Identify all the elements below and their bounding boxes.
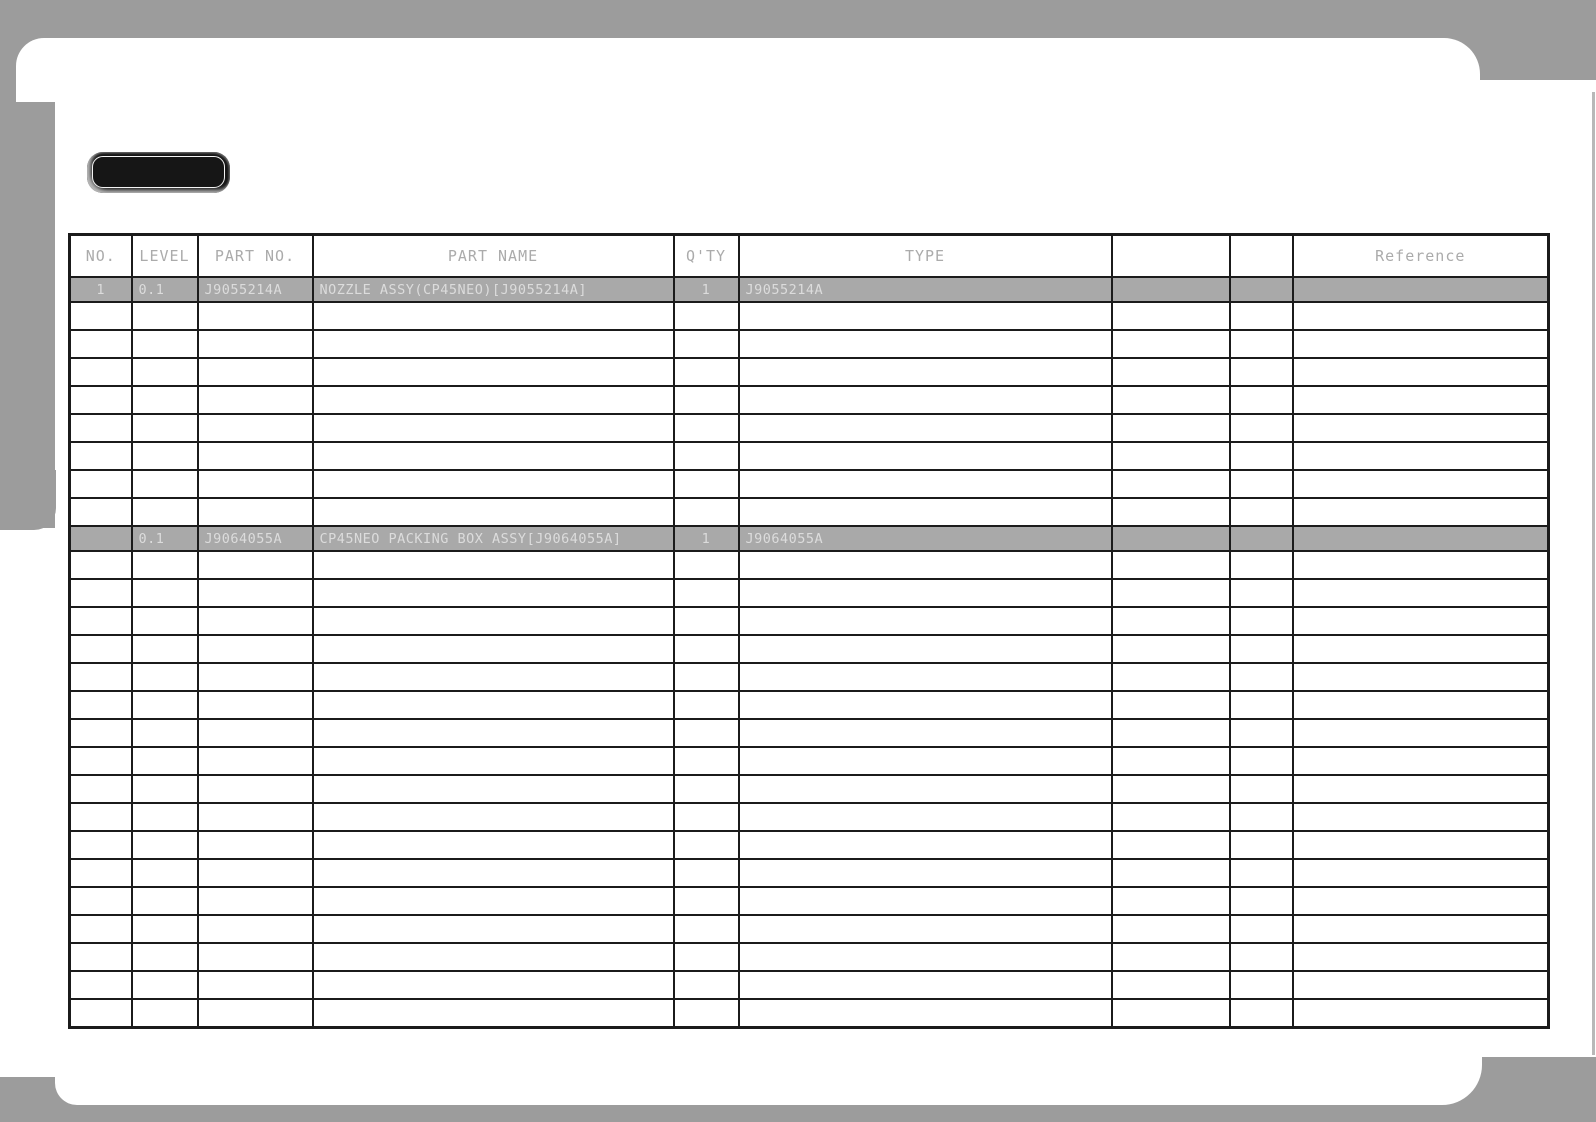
table-cell-part_name <box>313 971 674 999</box>
table-cell-part_no <box>198 579 313 607</box>
table-cell-reference <box>1293 302 1549 330</box>
table-row <box>70 470 1549 498</box>
table-cell-level: 0.1 <box>132 526 198 551</box>
table-cell-reference <box>1293 551 1549 579</box>
table-cell-type <box>739 635 1112 663</box>
table-cell-reference <box>1293 943 1549 971</box>
table-cell-qty: 1 <box>674 526 739 551</box>
table-cell-col8 <box>1230 414 1293 442</box>
table-row <box>70 719 1549 747</box>
table-cell-no <box>70 302 132 330</box>
table-cell-qty <box>674 915 739 943</box>
table-cell-col7 <box>1112 719 1230 747</box>
table-cell-type <box>739 386 1112 414</box>
table-cell-no <box>70 971 132 999</box>
table-cell-level <box>132 635 198 663</box>
table-cell-col8 <box>1230 803 1293 831</box>
table-cell-qty <box>674 831 739 859</box>
table-cell-col8 <box>1230 442 1293 470</box>
table-cell-col8 <box>1230 526 1293 551</box>
table-cell-reference <box>1293 358 1549 386</box>
table-cell-part_name <box>313 859 674 887</box>
table-cell-reference <box>1293 999 1549 1027</box>
table-row <box>70 442 1549 470</box>
table-cell-part_name <box>313 803 674 831</box>
table-cell-col8 <box>1230 358 1293 386</box>
table-row <box>70 302 1549 330</box>
table-cell-type <box>739 747 1112 775</box>
table-row <box>70 691 1549 719</box>
table-cell-reference <box>1293 719 1549 747</box>
table-cell-part_no <box>198 887 313 915</box>
header-cell-col7 <box>1112 235 1230 278</box>
table-cell-type <box>739 971 1112 999</box>
table-cell-part_no <box>198 386 313 414</box>
table-cell-level <box>132 358 198 386</box>
table-cell-part_name <box>313 831 674 859</box>
table-cell-col7 <box>1112 663 1230 691</box>
table-row <box>70 414 1549 442</box>
table-cell-part_name <box>313 607 674 635</box>
table-cell-col7 <box>1112 803 1230 831</box>
table-cell-type: J9064055A <box>739 526 1112 551</box>
table-cell-col8 <box>1230 386 1293 414</box>
table-cell-part_no <box>198 470 313 498</box>
header-cell-level: LEVEL <box>132 235 198 278</box>
table-cell-no <box>70 663 132 691</box>
table-cell-no <box>70 915 132 943</box>
table-cell-no <box>70 579 132 607</box>
table-cell-level <box>132 859 198 887</box>
table-cell-part_name <box>313 999 674 1027</box>
table-cell-part_no <box>198 442 313 470</box>
table-cell-type: J9055214A <box>739 277 1112 302</box>
table-row <box>70 579 1549 607</box>
table-cell-part_name <box>313 579 674 607</box>
table-cell-col7 <box>1112 859 1230 887</box>
table-cell-qty <box>674 607 739 635</box>
table-cell-col8 <box>1230 470 1293 498</box>
table-cell-type <box>739 887 1112 915</box>
table-cell-col8 <box>1230 330 1293 358</box>
table-row <box>70 747 1549 775</box>
table-cell-type <box>739 775 1112 803</box>
table-cell-col8 <box>1230 831 1293 859</box>
table-cell-no <box>70 414 132 442</box>
table-cell-no <box>70 330 132 358</box>
table-cell-part_name <box>313 358 674 386</box>
table-cell-no <box>70 999 132 1027</box>
table-cell-part_no <box>198 551 313 579</box>
table-cell-part_name: CP45NEO PACKING BOX ASSY[J9064055A] <box>313 526 674 551</box>
header-cell-part_name: PART NAME <box>313 235 674 278</box>
parts-table-header <box>70 235 1549 278</box>
table-cell-part_no <box>198 691 313 719</box>
table-cell-col7 <box>1112 691 1230 719</box>
table-cell-qty <box>674 442 739 470</box>
table-cell-col8 <box>1230 943 1293 971</box>
table-cell-type <box>739 859 1112 887</box>
table-cell-no <box>70 358 132 386</box>
table-cell-part_no <box>198 831 313 859</box>
table-cell-col8 <box>1230 498 1293 526</box>
table-cell-part_no <box>198 971 313 999</box>
table-cell-no <box>70 526 132 551</box>
table-cell-part_name <box>313 691 674 719</box>
table-cell-reference <box>1293 442 1549 470</box>
table-cell-part_name <box>313 943 674 971</box>
table-cell-col7 <box>1112 831 1230 859</box>
table-cell-part_no <box>198 719 313 747</box>
table-cell-col7 <box>1112 999 1230 1027</box>
table-cell-type <box>739 803 1112 831</box>
table-cell-col7 <box>1112 470 1230 498</box>
table-row <box>70 635 1549 663</box>
table-cell-part_name <box>313 470 674 498</box>
table-cell-qty <box>674 859 739 887</box>
table-cell-col7 <box>1112 526 1230 551</box>
table-cell-level <box>132 498 198 526</box>
table-cell-reference <box>1293 915 1549 943</box>
table-cell-part_no <box>198 498 313 526</box>
table-cell-part_name <box>313 747 674 775</box>
table-cell-part_no <box>198 999 313 1027</box>
table-cell-qty <box>674 635 739 663</box>
table-cell-level <box>132 470 198 498</box>
table-cell-level <box>132 551 198 579</box>
table-cell-type <box>739 302 1112 330</box>
table-cell-qty <box>674 330 739 358</box>
table-cell-reference <box>1293 971 1549 999</box>
table-cell-part_name <box>313 915 674 943</box>
table-cell-type <box>739 999 1112 1027</box>
table-cell-reference <box>1293 498 1549 526</box>
table-cell-no <box>70 887 132 915</box>
table-row <box>70 943 1549 971</box>
table-cell-col7 <box>1112 386 1230 414</box>
left-gray-strip-corner <box>0 470 56 530</box>
table-cell-type <box>739 470 1112 498</box>
table-cell-no <box>70 943 132 971</box>
table-cell-reference <box>1293 277 1549 302</box>
table-cell-qty <box>674 887 739 915</box>
table-cell-no <box>70 719 132 747</box>
table-cell-qty <box>674 747 739 775</box>
table-cell-type <box>739 719 1112 747</box>
table-cell-col7 <box>1112 330 1230 358</box>
table-cell-reference <box>1293 887 1549 915</box>
table-cell-reference <box>1293 470 1549 498</box>
table-cell-no <box>70 498 132 526</box>
table-cell-level <box>132 803 198 831</box>
table-cell-level <box>132 971 198 999</box>
table-cell-type <box>739 414 1112 442</box>
table-row <box>70 859 1549 887</box>
table-cell-no: 1 <box>70 277 132 302</box>
table-cell-part_name <box>313 442 674 470</box>
table-cell-col7 <box>1112 635 1230 663</box>
table-cell-qty <box>674 414 739 442</box>
table-cell-part_no <box>198 747 313 775</box>
table-cell-reference <box>1293 663 1549 691</box>
table-cell-col7 <box>1112 747 1230 775</box>
table-cell-part_no: J9055214A <box>198 277 313 302</box>
section-badge <box>87 152 230 193</box>
table-cell-qty <box>674 803 739 831</box>
table-cell-part_no <box>198 635 313 663</box>
parts-table-body <box>70 277 1549 1027</box>
table-cell-qty <box>674 358 739 386</box>
table-cell-type <box>739 663 1112 691</box>
table-cell-level <box>132 943 198 971</box>
table-cell-type <box>739 358 1112 386</box>
table-cell-col7 <box>1112 915 1230 943</box>
table-cell-reference <box>1293 775 1549 803</box>
table-cell-qty <box>674 971 739 999</box>
table-cell-col7 <box>1112 887 1230 915</box>
table-cell-no <box>70 831 132 859</box>
table-cell-level <box>132 747 198 775</box>
table-cell-no <box>70 747 132 775</box>
table-cell-type <box>739 498 1112 526</box>
table-cell-qty <box>674 386 739 414</box>
table-cell-level <box>132 831 198 859</box>
table-cell-col8 <box>1230 635 1293 663</box>
table-cell-col8 <box>1230 719 1293 747</box>
table-cell-qty <box>674 551 739 579</box>
table-cell-reference <box>1293 414 1549 442</box>
table-cell-level <box>132 414 198 442</box>
table-cell-no <box>70 859 132 887</box>
table-row <box>70 663 1549 691</box>
table-row <box>70 915 1549 943</box>
header-cell-qty: Q'TY <box>674 235 739 278</box>
table-cell-col7 <box>1112 579 1230 607</box>
table-row <box>70 526 1549 551</box>
table-row <box>70 358 1549 386</box>
table-cell-no <box>70 691 132 719</box>
table-row <box>70 277 1549 302</box>
table-cell-col7 <box>1112 498 1230 526</box>
table-cell-reference <box>1293 803 1549 831</box>
table-cell-type <box>739 691 1112 719</box>
table-cell-col8 <box>1230 607 1293 635</box>
table-cell-type <box>739 442 1112 470</box>
parts-table-grid <box>68 233 1550 1029</box>
table-cell-col8 <box>1230 999 1293 1027</box>
table-cell-qty <box>674 470 739 498</box>
table-cell-part_no <box>198 803 313 831</box>
table-cell-part_no <box>198 859 313 887</box>
table-cell-type <box>739 330 1112 358</box>
table-cell-part_no <box>198 330 313 358</box>
table-cell-level <box>132 302 198 330</box>
table-cell-qty: 1 <box>674 277 739 302</box>
table-cell-part_no <box>198 607 313 635</box>
table-cell-col8 <box>1230 915 1293 943</box>
table-cell-qty <box>674 498 739 526</box>
section-badge-ring <box>92 156 225 188</box>
table-cell-col7 <box>1112 277 1230 302</box>
table-cell-part_name <box>313 663 674 691</box>
table-cell-qty <box>674 663 739 691</box>
table-cell-col8 <box>1230 277 1293 302</box>
table-cell-level <box>132 663 198 691</box>
table-row <box>70 803 1549 831</box>
table-row <box>70 999 1549 1027</box>
table-cell-part_name <box>313 719 674 747</box>
table-cell-qty <box>674 999 739 1027</box>
table-row <box>70 607 1549 635</box>
table-cell-level <box>132 999 198 1027</box>
table-row <box>70 551 1549 579</box>
table-cell-col7 <box>1112 442 1230 470</box>
header-cell-no: NO. <box>70 235 132 278</box>
table-cell-no <box>70 607 132 635</box>
table-cell-col8 <box>1230 887 1293 915</box>
table-cell-col8 <box>1230 775 1293 803</box>
table-cell-col7 <box>1112 302 1230 330</box>
table-cell-level <box>132 386 198 414</box>
table-cell-reference <box>1293 579 1549 607</box>
table-row <box>70 775 1549 803</box>
table-cell-col8 <box>1230 747 1293 775</box>
table-cell-col8 <box>1230 663 1293 691</box>
table-row <box>70 386 1549 414</box>
table-cell-reference <box>1293 691 1549 719</box>
table-cell-part_name <box>313 775 674 803</box>
table-cell-part_no <box>198 915 313 943</box>
table-cell-reference <box>1293 607 1549 635</box>
table-cell-part_name <box>313 635 674 663</box>
table-cell-level <box>132 330 198 358</box>
table-cell-col8 <box>1230 551 1293 579</box>
page-edge-shadow <box>1592 92 1595 1055</box>
table-cell-reference <box>1293 635 1549 663</box>
table-cell-part_no <box>198 414 313 442</box>
table-cell-part_no <box>198 775 313 803</box>
table-cell-part_name <box>313 551 674 579</box>
table-cell-part_no <box>198 663 313 691</box>
table-cell-level <box>132 775 198 803</box>
table-cell-col8 <box>1230 302 1293 330</box>
table-row <box>70 831 1549 859</box>
table-cell-type <box>739 943 1112 971</box>
header-cell-part_no: PART NO. <box>198 235 313 278</box>
table-cell-col8 <box>1230 859 1293 887</box>
table-cell-no <box>70 551 132 579</box>
table-cell-level <box>132 887 198 915</box>
table-cell-part_name: NOZZLE ASSY(CP45NEO)[J9055214A] <box>313 277 674 302</box>
table-cell-reference <box>1293 526 1549 551</box>
header-row <box>70 235 1549 278</box>
table-cell-qty <box>674 775 739 803</box>
table-cell-part_name <box>313 498 674 526</box>
table-cell-part_no <box>198 358 313 386</box>
table-row <box>70 971 1549 999</box>
table-cell-qty <box>674 579 739 607</box>
table-cell-part_name <box>313 386 674 414</box>
parts-table <box>68 233 1550 1029</box>
table-cell-type <box>739 551 1112 579</box>
header-cell-col8 <box>1230 235 1293 278</box>
table-cell-col8 <box>1230 579 1293 607</box>
table-cell-qty <box>674 719 739 747</box>
table-cell-col8 <box>1230 691 1293 719</box>
table-cell-reference <box>1293 330 1549 358</box>
table-cell-level <box>132 442 198 470</box>
table-cell-level <box>132 719 198 747</box>
table-cell-level: 0.1 <box>132 277 198 302</box>
table-cell-part_no <box>198 943 313 971</box>
header-cell-type: TYPE <box>739 235 1112 278</box>
table-row <box>70 330 1549 358</box>
table-row <box>70 498 1549 526</box>
table-cell-qty <box>674 691 739 719</box>
table-cell-part_name <box>313 887 674 915</box>
table-cell-no <box>70 775 132 803</box>
table-cell-reference <box>1293 831 1549 859</box>
table-cell-col8 <box>1230 971 1293 999</box>
table-cell-part_name <box>313 302 674 330</box>
table-cell-no <box>70 386 132 414</box>
table-cell-col7 <box>1112 775 1230 803</box>
table-cell-no <box>70 470 132 498</box>
table-cell-type <box>739 831 1112 859</box>
table-cell-part_name <box>313 330 674 358</box>
table-cell-reference <box>1293 859 1549 887</box>
table-cell-col7 <box>1112 551 1230 579</box>
table-cell-col7 <box>1112 943 1230 971</box>
table-cell-type <box>739 607 1112 635</box>
table-row <box>70 887 1549 915</box>
table-cell-level <box>132 607 198 635</box>
header-cell-reference: Reference <box>1293 235 1549 278</box>
table-cell-level <box>132 691 198 719</box>
table-cell-part_no <box>198 302 313 330</box>
table-cell-part_no: J9064055A <box>198 526 313 551</box>
table-cell-reference <box>1293 386 1549 414</box>
table-cell-type <box>739 915 1112 943</box>
table-cell-level <box>132 579 198 607</box>
table-cell-part_name <box>313 414 674 442</box>
table-cell-no <box>70 442 132 470</box>
table-cell-col7 <box>1112 607 1230 635</box>
table-cell-col7 <box>1112 358 1230 386</box>
table-cell-qty <box>674 943 739 971</box>
table-cell-reference <box>1293 747 1549 775</box>
table-cell-col7 <box>1112 414 1230 442</box>
table-cell-level <box>132 915 198 943</box>
table-cell-no <box>70 635 132 663</box>
table-cell-qty <box>674 302 739 330</box>
table-cell-type <box>739 579 1112 607</box>
table-cell-no <box>70 803 132 831</box>
table-cell-col7 <box>1112 971 1230 999</box>
